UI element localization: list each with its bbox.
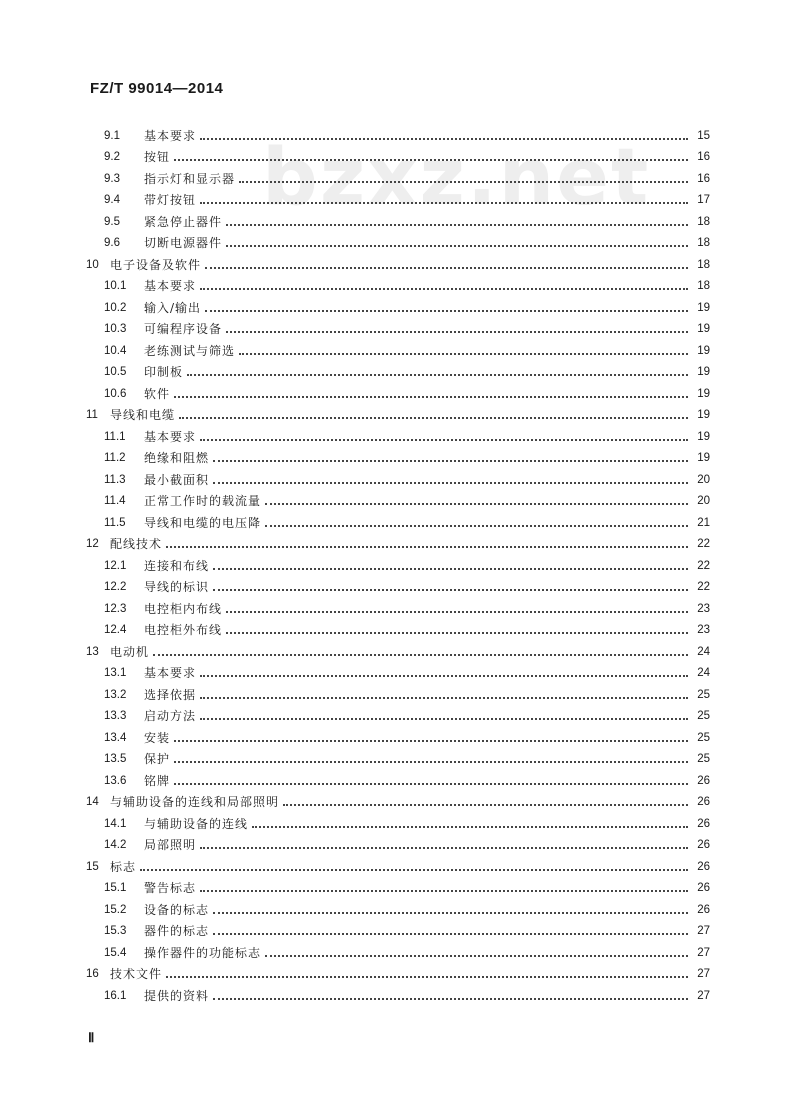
toc-entry-page: 22 [697, 538, 710, 550]
toc-entry-title: 基本要求 [144, 429, 197, 444]
toc-dot-leader [213, 459, 688, 462]
toc-section-entry[interactable] [86, 702, 710, 724]
toc-section-entry[interactable] [86, 745, 710, 767]
toc-entry-page: 18 [697, 280, 710, 292]
toc-section-entry[interactable] [86, 186, 710, 208]
toc-dot-leader [166, 975, 688, 978]
toc-entry-number: 16.1 [104, 989, 127, 1002]
toc-dot-leader [200, 674, 688, 677]
toc-dot-leader [205, 309, 688, 312]
toc-dot-leader [200, 717, 688, 720]
toc-section-entry[interactable] [86, 508, 710, 530]
table-of-contents [86, 121, 710, 1003]
watermark: bzxz.net [262, 133, 651, 223]
toc-entry-number: 12 [86, 538, 99, 550]
toc-dot-leader [200, 846, 688, 849]
toc-section-entry[interactable] [86, 938, 710, 960]
toc-entry-title: 配线技术 [110, 537, 163, 551]
toc-dot-leader [265, 954, 688, 957]
toc-entry-page: 21 [697, 516, 710, 529]
toc-dot-leader [174, 782, 688, 785]
toc-entry-title: 电子设备及软件 [110, 257, 202, 272]
toc-entry-title: 与辅助设备的连线 [144, 816, 249, 831]
toc-entry-title: 电动机 [110, 644, 150, 659]
toc-entry-title: 基本要求 [144, 666, 197, 680]
toc-dot-leader [166, 545, 688, 548]
toc-entry-number: 12.3 [104, 602, 127, 615]
toc-section-entry[interactable] [86, 831, 710, 853]
toc-entry-title: 导线的标识 [144, 580, 210, 594]
toc-section-entry[interactable] [86, 207, 710, 229]
toc-entry-number: 13.3 [104, 710, 127, 722]
toc-section-entry[interactable] [86, 379, 710, 401]
toc-entry-page: 26 [697, 860, 710, 873]
toc-entry-number: 15.3 [104, 925, 127, 937]
toc-entry-number: 15.1 [104, 882, 127, 894]
toc-entry-title: 最小截面积 [144, 472, 210, 487]
toc-section-entry[interactable] [86, 229, 710, 251]
toc-entry-page: 27 [697, 968, 710, 980]
toc-entry-page: 18 [697, 215, 710, 228]
toc-entry-title: 提供的资料 [144, 988, 210, 1003]
toc-entry-title: 启动方法 [144, 709, 197, 723]
toc-dot-leader [174, 760, 688, 763]
toc-entry-title: 切断电源器件 [144, 236, 223, 250]
toc-entry-page: 19 [697, 387, 710, 400]
toc-dot-leader [174, 739, 688, 742]
toc-dot-leader [226, 330, 688, 333]
toc-entry-number: 13.5 [104, 753, 127, 765]
toc-entry-title: 警告标志 [144, 881, 197, 895]
toc-entry-number: 13.6 [104, 774, 127, 787]
toc-entry-title: 与辅助设备的连线和局部照明 [110, 795, 280, 809]
toc-section-entry[interactable] [86, 874, 710, 896]
toc-entry-title: 按钮 [144, 150, 171, 164]
toc-dot-leader [200, 889, 688, 892]
toc-entry-title: 局部照明 [144, 838, 197, 852]
toc-entry-page: 19 [697, 323, 710, 335]
toc-entry-page: 26 [697, 903, 710, 916]
toc-entry-page: 26 [697, 839, 710, 851]
toc-chapter-entry[interactable] [86, 401, 710, 423]
toc-dot-leader [226, 223, 688, 226]
toc-section-entry[interactable] [86, 659, 710, 681]
toc-entry-page: 27 [697, 946, 710, 959]
toc-entry-title: 选择依据 [144, 687, 197, 702]
toc-entry-page: 22 [697, 581, 710, 593]
toc-entry-page: 22 [697, 559, 710, 572]
toc-dot-leader [174, 158, 688, 161]
toc-dot-leader [213, 567, 688, 570]
toc-entry-page: 16 [697, 151, 710, 163]
toc-section-entry[interactable] [86, 809, 710, 831]
toc-entry-page: 16 [697, 172, 710, 185]
toc-entry-page: 19 [697, 366, 710, 378]
toc-entry-page: 27 [697, 925, 710, 937]
toc-entry-page: 24 [697, 667, 710, 679]
toc-section-entry[interactable] [86, 895, 710, 917]
toc-dot-leader [213, 932, 688, 935]
toc-section-entry[interactable] [86, 465, 710, 487]
toc-chapter-entry[interactable] [86, 960, 710, 982]
toc-section-entry[interactable] [86, 594, 710, 616]
toc-entry-page: 26 [697, 882, 710, 894]
toc-entry-title: 设备的标志 [144, 902, 210, 917]
toc-entry-number: 13 [86, 645, 99, 658]
toc-dot-leader [226, 631, 688, 634]
toc-entry-page: 20 [697, 495, 710, 507]
toc-entry-title: 标志 [110, 859, 137, 874]
toc-entry-page: 19 [697, 430, 710, 443]
document-header: FZ/T 99014—2014 [90, 80, 224, 97]
toc-entry-title: 铭牌 [144, 773, 171, 788]
toc-section-entry[interactable] [86, 917, 710, 939]
toc-chapter-entry[interactable] [86, 637, 710, 659]
toc-section-entry[interactable] [86, 358, 710, 380]
toc-entry-title: 带灯按钮 [144, 193, 197, 207]
toc-entry-number: 13.2 [104, 688, 127, 701]
toc-entry-number: 15.2 [104, 903, 127, 916]
toc-entry-page: 19 [697, 452, 710, 464]
toc-entry-number: 10.1 [104, 280, 127, 292]
toc-entry-number: 13.4 [104, 731, 127, 744]
toc-entry-number: 10 [86, 258, 99, 271]
toc-dot-leader [140, 868, 688, 871]
toc-entry-title: 老练测试与筛选 [144, 343, 236, 358]
toc-entry-title: 导线和电缆 [110, 408, 176, 422]
toc-entry-title: 安装 [144, 730, 171, 745]
toc-section-entry[interactable] [86, 315, 710, 337]
toc-entry-page: 24 [697, 645, 710, 658]
toc-entry-number: 9.6 [104, 237, 120, 249]
toc-dot-leader [265, 502, 688, 505]
toc-section-entry[interactable] [86, 143, 710, 165]
toc-entry-number: 14.2 [104, 839, 127, 851]
toc-dot-leader [174, 395, 688, 398]
toc-entry-title: 绝缘和阻燃 [144, 451, 210, 465]
toc-entry-number: 16 [86, 968, 99, 980]
toc-dot-leader [200, 696, 688, 699]
toc-entry-number: 11.4 [104, 495, 126, 507]
toc-entry-page: 23 [697, 602, 710, 615]
toc-dot-leader [200, 137, 688, 140]
toc-section-entry[interactable] [86, 293, 710, 315]
toc-entry-title: 电控柜外布线 [144, 623, 223, 637]
toc-section-entry[interactable] [86, 422, 710, 444]
toc-chapter-entry[interactable] [86, 852, 710, 874]
toc-entry-title: 基本要求 [144, 128, 197, 143]
toc-section-entry[interactable] [86, 680, 710, 702]
toc-entry-title: 印制板 [144, 365, 184, 379]
toc-entry-number: 13.1 [104, 667, 127, 679]
toc-dot-leader [239, 352, 688, 355]
toc-entry-number: 10.5 [104, 366, 127, 378]
toc-entry-title: 连接和布线 [144, 558, 210, 573]
toc-entry-number: 10.3 [104, 323, 127, 335]
toc-entry-page: 26 [697, 817, 710, 830]
toc-entry-page: 25 [697, 688, 710, 701]
toc-chapter-entry[interactable] [86, 530, 710, 552]
toc-dot-leader [213, 588, 688, 591]
toc-section-entry[interactable] [86, 616, 710, 638]
toc-entry-number: 12.2 [104, 581, 127, 593]
toc-chapter-entry[interactable] [86, 250, 710, 272]
toc-entry-page: 17 [697, 194, 710, 206]
toc-section-entry[interactable] [86, 164, 710, 186]
toc-entry-title: 可编程序设备 [144, 322, 223, 336]
toc-entry-number: 12.4 [104, 624, 127, 636]
toc-entry-page: 20 [697, 473, 710, 486]
toc-section-entry[interactable] [86, 981, 710, 1003]
toc-entry-number: 11.3 [104, 473, 126, 486]
toc-entry-title: 操作器件的功能标志 [144, 945, 262, 960]
toc-entry-number: 9.5 [104, 215, 120, 228]
toc-entry-title: 保护 [144, 752, 171, 766]
toc-entry-page: 18 [697, 237, 710, 249]
toc-dot-leader [200, 201, 688, 204]
toc-section-entry[interactable] [86, 272, 710, 294]
toc-dot-leader [283, 803, 688, 806]
toc-section-entry[interactable] [86, 723, 710, 745]
toc-section-entry[interactable] [86, 444, 710, 466]
toc-entry-title: 软件 [144, 386, 171, 401]
toc-entry-title: 器件的标志 [144, 924, 210, 938]
toc-entry-page: 18 [697, 258, 710, 271]
toc-entry-page: 25 [697, 710, 710, 722]
toc-section-entry[interactable] [86, 551, 710, 573]
toc-entry-number: 15 [86, 860, 99, 873]
toc-section-entry[interactable] [86, 336, 710, 358]
toc-entry-page: 26 [697, 774, 710, 787]
toc-dot-leader [179, 416, 688, 419]
toc-entry-number: 11.2 [104, 452, 126, 464]
toc-section-entry[interactable] [86, 121, 710, 143]
toc-entry-number: 10.2 [104, 301, 127, 314]
toc-chapter-entry[interactable] [86, 788, 710, 810]
toc-entry-number: 11.5 [104, 516, 126, 529]
toc-entry-number: 10.6 [104, 387, 127, 400]
toc-section-entry[interactable] [86, 487, 710, 509]
toc-dot-leader [252, 825, 688, 828]
toc-entry-page: 27 [697, 989, 710, 1002]
toc-entry-number: 9.2 [104, 151, 120, 163]
toc-entry-number: 14.1 [104, 817, 127, 830]
toc-dot-leader [200, 287, 688, 290]
toc-entry-number: 11.1 [104, 430, 126, 443]
toc-entry-page: 25 [697, 731, 710, 744]
toc-entry-number: 10.4 [104, 344, 127, 357]
toc-entry-number: 9.1 [104, 129, 120, 142]
toc-dot-leader [200, 438, 688, 441]
toc-entry-title: 导线和电缆的电压降 [144, 515, 262, 530]
toc-entry-title: 输入/输出 [144, 300, 202, 315]
toc-entry-title: 指示灯和显示器 [144, 171, 236, 186]
toc-dot-leader [239, 180, 688, 183]
toc-dot-leader [226, 244, 688, 247]
toc-dot-leader [205, 266, 688, 269]
toc-entry-page: 23 [697, 624, 710, 636]
toc-dot-leader [213, 481, 688, 484]
toc-dot-leader [187, 373, 688, 376]
toc-entry-page: 26 [697, 796, 710, 808]
toc-entry-number: 9.3 [104, 172, 120, 185]
toc-dot-leader [226, 610, 688, 613]
toc-entry-number: 14 [86, 796, 99, 808]
toc-entry-page: 19 [697, 301, 710, 314]
toc-entry-title: 紧急停止器件 [144, 214, 223, 229]
toc-entry-page: 15 [697, 129, 710, 142]
toc-dot-leader [213, 911, 688, 914]
toc-entry-page: 19 [697, 409, 710, 421]
toc-entry-page: 19 [697, 344, 710, 357]
toc-entry-title: 技术文件 [110, 967, 163, 981]
toc-section-entry[interactable] [86, 766, 710, 788]
toc-entry-page: 25 [697, 753, 710, 765]
toc-dot-leader [153, 653, 688, 656]
toc-entry-number: 15.4 [104, 946, 127, 959]
toc-dot-leader [265, 524, 688, 527]
toc-entry-number: 12.1 [104, 559, 127, 572]
toc-section-entry[interactable] [86, 573, 710, 595]
toc-entry-title: 正常工作时的载流量 [144, 494, 262, 508]
toc-entry-title: 基本要求 [144, 279, 197, 293]
page-numeral: Ⅱ [88, 1030, 95, 1045]
toc-entry-number: 9.4 [104, 194, 120, 206]
toc-entry-number: 11 [86, 409, 98, 421]
toc-entry-title: 电控柜内布线 [144, 601, 223, 616]
toc-dot-leader [213, 997, 688, 1000]
